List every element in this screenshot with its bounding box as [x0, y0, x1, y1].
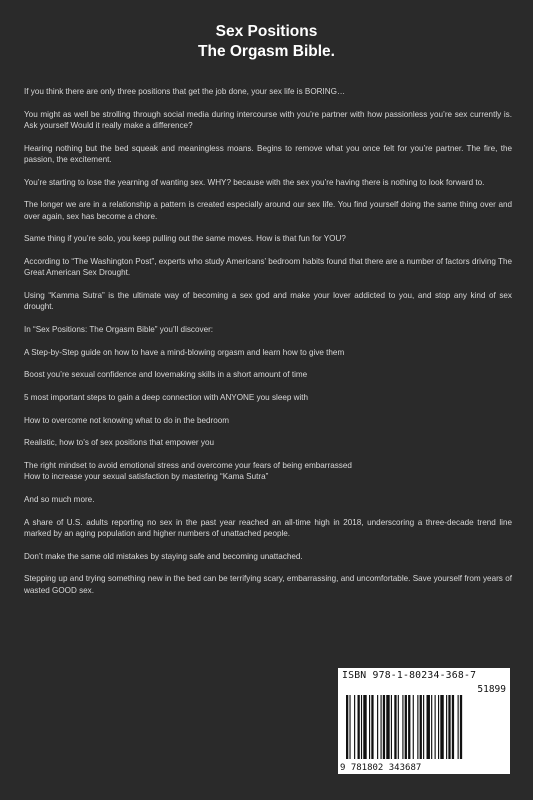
bullet-item: Realistic, how to’s of sex positions that empower you — [24, 438, 214, 448]
paragraph: You’re starting to lose the yearning of wanting sex. WHY? because with the sex you’re having there is nothing to look forward to. — [24, 177, 485, 187]
isbn-barcode — [338, 668, 510, 774]
paragraph: Using “Kamma Sutra” is the ultimate way of becoming a sex god and make your lover addicted to you, and stop any kind of sex drought. — [24, 291, 512, 312]
paragraph: Same thing if you’re solo, you keep pulling out the same moves. How is that fun for YOU? — [24, 234, 346, 244]
paragraph: Stepping up and trying something new in the bed can be terrifying scary, embarrassing, and uncomfortable. Save yourself from years of wasted GOOD sex. — [24, 574, 512, 595]
paragraph: Don’t make the same old mistakes by staying safe and becoming unattached. — [24, 551, 303, 561]
paragraph: You might as well be strolling through social media during intercourse with you’re partner with how passionless you’re sex currently is. Ask yourself Would it really make a difference? — [24, 109, 512, 130]
blurb-text — [24, 86, 512, 607]
isbn-label: ISBN 978-1-80234-368-7 — [342, 670, 477, 681]
bullet-item: How to increase your sexual satisfaction by mastering “Kama Sutra” — [24, 472, 269, 482]
paragraph: The longer we are in a relationship a pattern is created especially around our sex life. You find yourself doing the same thing over and over again, sex has become a chore. — [24, 200, 512, 221]
paragraph: In “Sex Positions: The Orgasm Bible” you’ll discover: — [24, 324, 214, 334]
cover-title — [0, 22, 533, 62]
bullet-item: How to overcome not knowing what to do in the bedroom — [24, 415, 230, 425]
price-code: 51899 — [477, 684, 506, 695]
paragraph: Hearing nothing but the bed squeak and meaningless moans. Begins to remove what you once felt for you’re partner. The fire, the passion, the excitement. — [24, 143, 512, 164]
bullet-item: Boost you’re sexual confidence and lovemaking skills in a short amount of time — [24, 370, 308, 380]
paragraph: If you think there are only three positions that get the job done, your sex life is BORING… — [24, 87, 346, 96]
paragraph: And so much more. — [24, 495, 95, 505]
bullet-item: The right mindset to avoid emotional stress and overcome your fears of being embarrassed — [24, 461, 352, 471]
paragraph: A share of U.S. adults reporting no sex in the past year reached an all-time high in 2018, underscoring a three-decade trend line marked by an aging population and higher numbers of unattached people. — [24, 517, 512, 539]
bullet-item: A Step-by-Step guide on how to have a mind-blowing orgasm and learn how to give them — [24, 347, 345, 357]
ean-digits: 9 781802 343687 — [340, 763, 422, 773]
bullet-item: 5 most important steps to gain a deep connection with ANYONE you sleep with — [24, 393, 309, 403]
barcode-bars-icon — [346, 695, 504, 759]
paragraph: According to “The Washington Post”, experts who study Americans’ bedroom habits found that there are a number of factors driving The Great American Sex Drought. — [24, 257, 512, 278]
title-line-2: The Orgasm Bible. — [198, 43, 335, 60]
title-line-1: Sex Positions — [215, 23, 318, 40]
